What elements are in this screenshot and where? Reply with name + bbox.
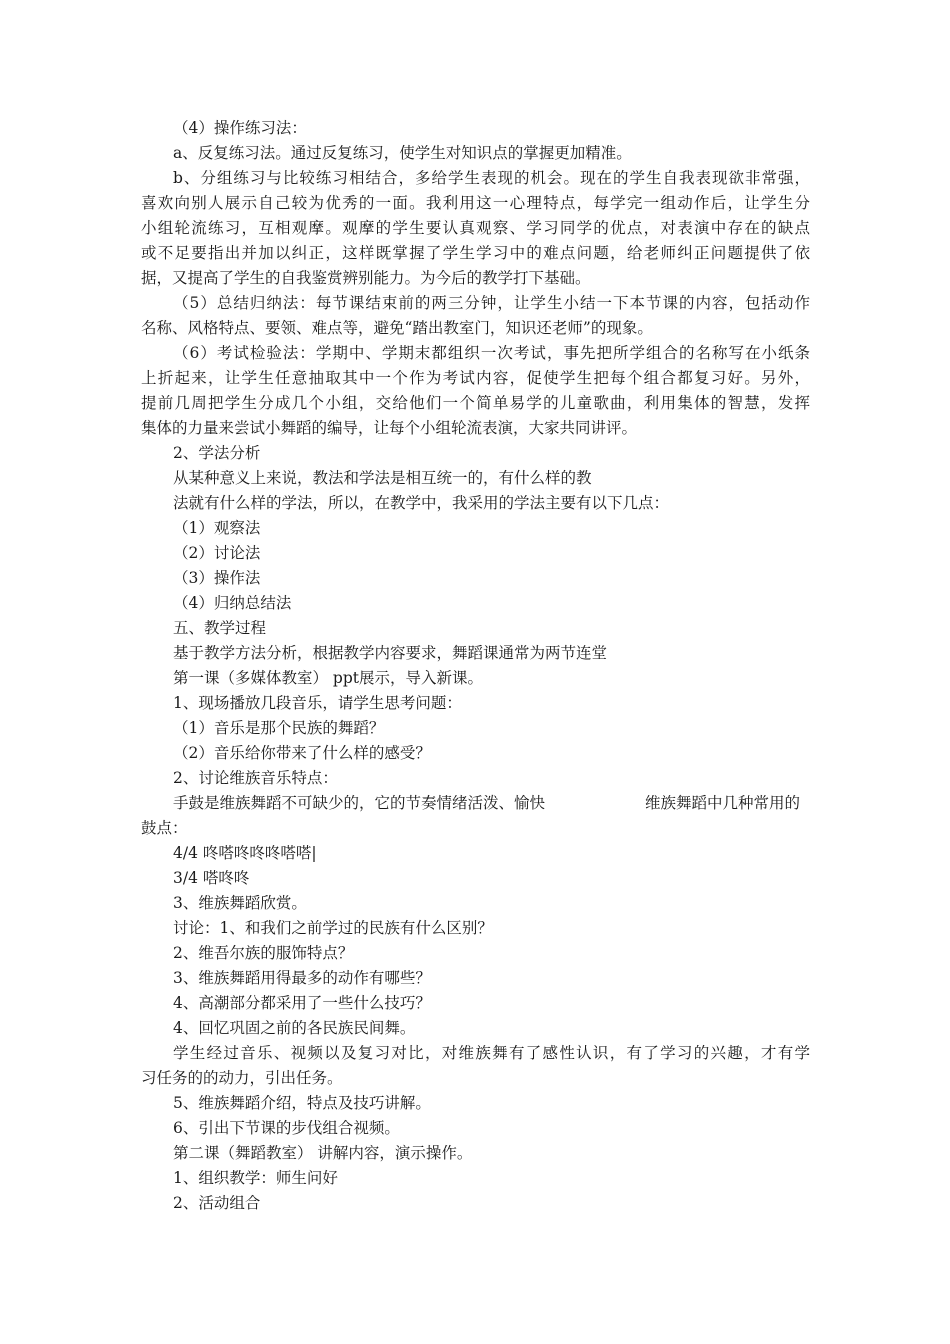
text-line: （5）总结归纳法：每节课结束前的两三分钟，让学生小结一下本节课的内容，包括动作 [173,294,810,312]
text-line: b、分组练习与比较练习相结合，多给学生表现的机会。现在的学生自我表现欲非常强， [173,169,810,187]
text-line: 名称、风格特点、要领、难点等，避免“踏出教室门，知识还老师”的现象。 [141,319,653,337]
rhythm-line: 3/4 嗒咚咚 [173,869,250,887]
list-item: 4、高潮部分都采用了一些什么技巧？ [173,994,431,1012]
text-segment: 手鼓是维族舞蹈不可缺少的，它的节奏情绪活泼、愉快 [173,794,546,812]
text-line: 第二课（舞蹈教室） 讲解内容，演示操作。 [173,1144,473,1162]
text-line: 据，又提高了学生的自我鉴赏辨别能力。为今后的教学打下基础。 [141,269,591,287]
text-line: 上折起来，让学生任意抽取其中一个作为考试内容，促使学生把每个组合都复习好。另外， [141,369,810,387]
list-item: （3）操作法 [173,569,261,587]
text-line: 法就有什么样的学法，所以，在教学中，我采用的学法主要有以下几点： [173,494,670,512]
text-line: 5、维族舞蹈介绍，特点及技巧讲解。 [173,1094,431,1112]
list-item: （2）讨论法 [173,544,261,562]
list-item: （2）音乐给你带来了什么样的感受？ [173,744,431,762]
text-line: 6、引出下节课的步伐组合视频。 [173,1119,400,1137]
text-segment: 维族舞蹈中几种常用的 [645,794,801,812]
list-item: 3、维族舞蹈用得最多的动作有哪些？ [173,969,431,987]
text-line: 喜欢向别人展示自己较为优秀的一面。我利用这一心理特点，每学完一组动作后，让学生分 [141,194,810,212]
text-line: 基于教学方法分析，根据教学内容要求，舞蹈课通常为两节连堂 [173,644,608,662]
text-line: 从某种意义上来说，教法和学法是相互统一的，有什么样的教 [173,469,592,487]
text-line: 1、现场播放几段音乐，请学生思考问题： [173,694,462,712]
text-line: 提前几周把学生分成几个小组，交给他们一个简单易学的儿童歌曲，利用集体的智慧，发挥 [141,394,810,412]
list-item: （1）音乐是那个民族的舞蹈？ [173,719,385,737]
list-item: 2、维吾尔族的服饰特点？ [173,944,354,962]
text-line: 讨论：1、和我们之前学过的民族有什么区别？ [173,919,493,937]
text-line: 1、组织教学：师生问好 [173,1169,338,1187]
text-line: 或不足要指出并加以纠正，这样既掌握了学生学习中的难点问题，给老师纠正问题提供了依 [141,244,810,262]
text-line: （4）操作练习法： [173,119,307,137]
rhythm-line: 4/4 咚嗒咚咚咚嗒嗒| [173,844,317,862]
list-item: 4、回忆巩固之前的各民族民间舞。 [173,1019,416,1037]
section-heading: 五、教学过程 [173,619,267,637]
text-line: 小组轮流练习，互相观摩。观摩的学生要认真观察、学习同学的优点，对表演中存在的缺点 [141,219,810,237]
list-item: （1）观察法 [173,519,261,537]
list-item: （4）归纳总结法 [173,594,292,612]
text-line: 第一课（多媒体教室） ppt展示，导入新课。 [173,669,484,687]
text-line: （6）考试检验法：学期中、学期末都组织一次考试，事先把所学组合的名称写在小纸条 [173,344,810,362]
text-line: 习任务的的动力，引出任务。 [141,1069,343,1087]
text-line: 学生经过音乐、视频以及复习对比，对维族舞有了感性认识，有了学习的兴趣，才有学 [173,1044,810,1062]
text-line: 2、讨论维族音乐特点： [173,769,338,787]
text-line: 2、活动组合 [173,1194,261,1212]
text-line: 3、维族舞蹈欣赏。 [173,894,307,912]
text-line: a、反复练习法。通过反复练习，使学生对知识点的掌握更加精准。 [173,144,632,162]
section-heading: 2、学法分析 [173,444,261,462]
text-line: 鼓点： [141,819,188,837]
text-line: 集体的力量来尝试小舞蹈的编导，让每个小组轮流表演，大家共同讲评。 [141,419,638,437]
